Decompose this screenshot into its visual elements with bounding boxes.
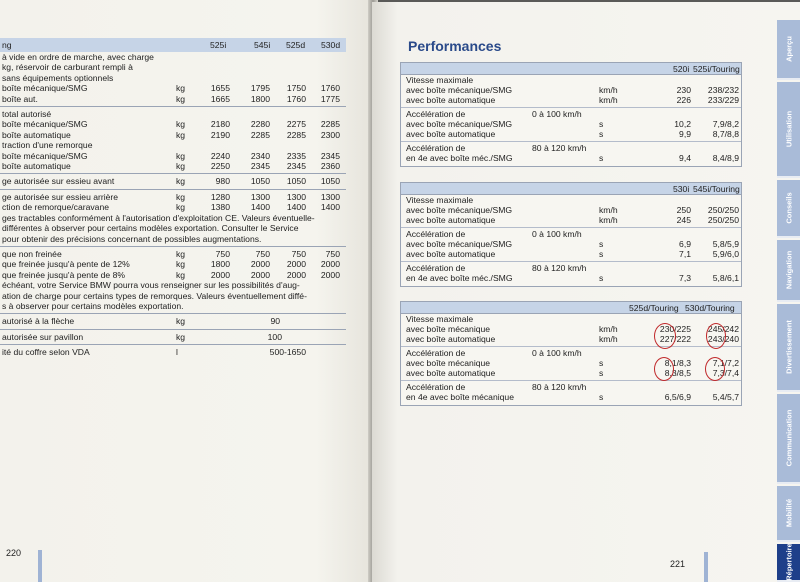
table-row: avec boîte mécanique/SMG s 6,9 5,8/5,9	[406, 239, 739, 249]
table-row: boîte automatique kg 2190 2285 2285 2300	[2, 129, 340, 140]
tab-divertissement[interactable]: Divertissement	[777, 304, 800, 392]
table-row: Vitesse maximale	[406, 314, 474, 324]
tab-repertoire[interactable]: Répertoire	[777, 544, 800, 582]
table-row: autorisé à la flèche kg 90	[2, 316, 280, 327]
section-title: traction d'une remorque	[2, 140, 93, 151]
section-title: total autorisé	[2, 109, 52, 120]
handwritten-circle-mark	[706, 323, 726, 349]
table-row: en 4e avec boîte mécanique s 6,5/6,9 5,4/5,7	[406, 392, 739, 402]
tab-conseils[interactable]: Conseils	[777, 180, 800, 238]
table-row: Accélération de 80 à 120 km/h	[406, 382, 587, 392]
table-row: Accélération de 80 à 120 km/h	[406, 143, 587, 153]
table-row: Vitesse maximale	[406, 195, 474, 205]
table-row: boîte aut. kg 1665 1800 1760 1775	[2, 93, 340, 104]
table-row: Vitesse maximale	[406, 75, 474, 85]
tab-navigation[interactable]: Navigation	[777, 240, 800, 302]
table-row: Accélération de 80 à 120 km/h	[406, 263, 587, 273]
table-row: autorisée sur pavillon kg 100	[2, 331, 282, 342]
table-row: boîte mécanique/SMG kg 2240 2340 2335 2345	[2, 150, 340, 161]
table-row: avec boîte mécanique km/h 230/225 245/242	[406, 324, 739, 334]
handwritten-circle-mark	[654, 357, 674, 381]
table-row: avec boîte mécanique/SMG km/h 230 238/232	[406, 85, 739, 95]
table-row: boîte automatique kg 2250 2345 2345 2360	[2, 161, 340, 172]
service-note: échéant, votre Service BMW pourra vous renseigner sur les possibilités d'aug- ation de charge pour certains types de remorques. Valeurs éventuellement diffé- s à observer pour certains modèles exportation.	[2, 280, 307, 311]
right-page	[372, 2, 800, 582]
towing-note: ges tractables conformément à l'autorisation d'exploitation CE. Valeurs éventuelle- différentes à observer pour certains modèles exportation. Consulter le Service pour obtenir des précisions concernant de possibles augmentations.	[2, 212, 315, 244]
table-row: avec boîte automatique s 8,3/8,5 7,3/7,4	[406, 368, 739, 378]
page-marker	[38, 550, 42, 582]
tab-utilisation[interactable]: Utilisation	[777, 82, 800, 178]
table-row: ité du coffre selon VDA l 500-1650	[2, 347, 306, 358]
chapter-tabs	[777, 20, 800, 582]
weight-empty-note: à vide en ordre de marche, avec charge kg, réservoir de carburant rempli à sans équipements optionnels	[2, 52, 154, 83]
table-header: 530i 545i/Touring	[401, 183, 741, 195]
table-row: avec boîte automatique s 7,1 5,9/6,0	[406, 249, 739, 259]
table-row: Accélération de 0 à 100 km/h	[406, 229, 582, 239]
table-row: avec boîte automatique s 9,9 8,7/8,8	[406, 129, 739, 139]
tab-apercu[interactable]: Aperçu	[777, 20, 800, 80]
table-header: ng 525i 545i 525d 530d	[0, 38, 346, 52]
table-row: avec boîte mécanique/SMG s 10,2 7,9/8,2	[406, 119, 739, 129]
table-row: ge autorisée sur essieu avant kg 980 1050 1050 1050	[2, 176, 340, 187]
table-header: 520i 525i/Touring	[401, 63, 741, 75]
table-row: en 4e avec boîte méc./SMG s 9,4 8,4/8,9	[406, 153, 739, 163]
page-marker	[704, 552, 708, 582]
table-row: Accélération de 0 à 100 km/h	[406, 348, 582, 358]
performance-table-2	[400, 182, 742, 287]
page-number: 220	[6, 548, 22, 558]
table-row: ge autorisée sur essieu arrière kg 1280 1300 1300 1300	[2, 191, 340, 202]
performance-table-1	[400, 62, 742, 167]
technical-data-table	[0, 38, 346, 358]
table-row: avec boîte automatique km/h 227/222 243/240	[406, 334, 739, 344]
page-number: 221	[670, 559, 686, 569]
table-row: avec boîte automatique km/h 226 233/229	[406, 95, 739, 105]
table-row: que non freinée kg 750 750 750 750	[2, 248, 340, 259]
tab-mobilite[interactable]: Mobilité	[777, 486, 800, 542]
table-row: que freinée jusqu'à pente de 12% kg 1800 2000 2000 2000	[2, 259, 340, 270]
table-header: 525d/Touring 530d/Touring	[401, 302, 741, 314]
table-row: boîte mécanique/SMG kg 2180 2280 2275 2285	[2, 119, 340, 130]
tab-communication[interactable]: Communication	[777, 394, 800, 484]
handwritten-circle-mark	[654, 323, 676, 349]
table-row: Accélération de 0 à 100 km/h	[406, 109, 582, 119]
table-row: avec boîte mécanique s 8,1/8,3 7,1/7,2	[406, 358, 739, 368]
table-row: ction de remorque/caravane kg 1380 1400 1400 1400	[2, 202, 340, 213]
handwritten-circle-mark	[705, 357, 725, 381]
table-row: que freinée jusqu'à pente de 8% kg 2000 2000 2000 2000	[2, 269, 340, 280]
page-title: Performances	[408, 38, 502, 54]
table-row: avec boîte automatique km/h 245 250/250	[406, 215, 739, 225]
left-page	[0, 0, 372, 582]
performance-table-3	[400, 301, 742, 406]
table-row: boîte mécanique/SMG kg 1655 1795 1750 1760	[2, 83, 340, 94]
table-row: en 4e avec boîte méc./SMG s 7,3 5,8/6,1	[406, 273, 739, 283]
table-row: avec boîte mécanique/SMG km/h 250 250/250	[406, 205, 739, 215]
